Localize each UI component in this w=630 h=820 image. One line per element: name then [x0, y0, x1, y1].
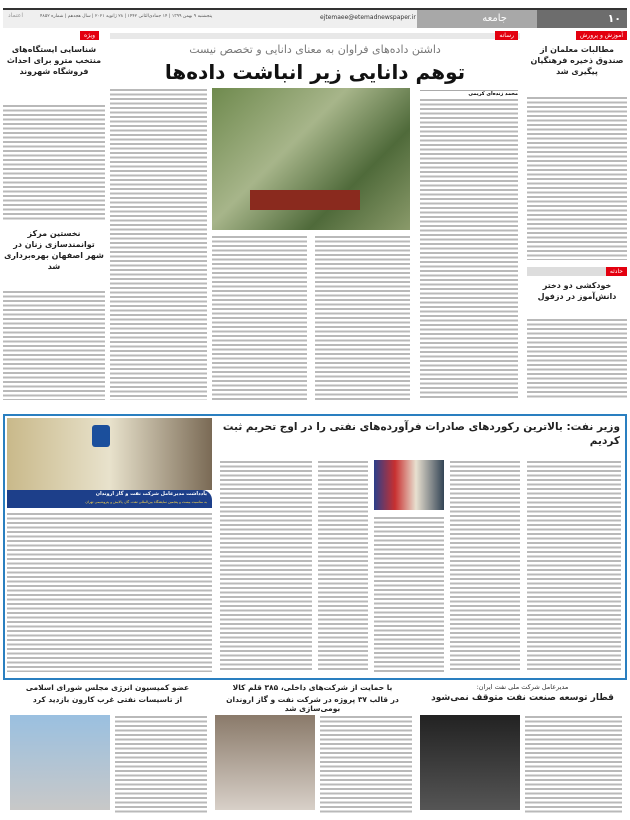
bottom-headline[interactable]: قطار توسعه صنعت نفت متوقف نمی‌شود: [425, 693, 620, 703]
section-tag: آموزش و پرورش: [576, 31, 627, 40]
bottom-kicker: با حمایت از شرکت‌های داخلی، ۳۸۵ قلم کالا: [232, 683, 393, 692]
bottom-photo: [10, 715, 110, 810]
ad-caption-sub: به مناسبت بیست و پنجمین نمایشگاه بین‌المللی نفت، گاز، پالایش و پتروشیمی تهران: [85, 500, 207, 504]
article-headline[interactable]: خودکشی دو دختر دانش‌آموز در دزفول: [527, 280, 627, 302]
email[interactable]: ejtemaee@etemadnewspaper.ir: [320, 14, 416, 21]
section-name: جامعه: [417, 10, 537, 28]
divider: [110, 33, 520, 39]
logo: اعتماد: [8, 12, 24, 19]
article-body: [110, 88, 207, 400]
bottom-body: [320, 715, 412, 815]
section-tag: ویژه: [80, 31, 99, 40]
bench: [250, 190, 360, 210]
main-headline[interactable]: توهم دانایی زیر انباشت داده‌ها: [164, 60, 466, 84]
ad-body: [220, 460, 312, 672]
author: محمد زنده‌ای کریمی: [420, 90, 518, 97]
page-number: ۱۰: [537, 10, 627, 28]
section-tag: حادثه: [606, 267, 627, 276]
bottom-body: [525, 715, 622, 815]
ad-headline[interactable]: وزیر نفت: بالاترین رکوردهای صادرات فرآورده‌های نفتی را در اوج تحریم ثبت کردیم: [220, 420, 620, 448]
bottom-kicker: عضو کمیسیون انرژی مجلس شورای اسلامی: [25, 683, 190, 692]
article-body: [527, 96, 627, 260]
article-body: [315, 235, 410, 400]
bottom-headline[interactable]: در قالب ۳۷ پروژه در شرکت نفت و گاز اروندان بومی‌سازی شد: [215, 695, 410, 713]
ad-body: [527, 460, 621, 672]
date-line: پنجشنبه ۹ بهمن ۱۳۹۹ | ۱۴ جمادی‌الثانی ۱۴۴۲ | ۲۸ ژانویه ۲۰۲۱ | سال هجدهم | شماره ۴۸۵۲: [40, 14, 213, 19]
bottom-headline[interactable]: از تاسیسات نفتی غرب کارون بازدید کرد: [10, 695, 205, 704]
bottom-photo: [420, 715, 520, 810]
article-body: [3, 290, 105, 400]
article-headline[interactable]: شناسایی ایستگاه‌های منتخب مترو برای احداث فروشگاه شهروند: [3, 44, 105, 77]
article-subtitle: داشتن داده‌های فراوان به معنای دانایی و تخصص نیست: [189, 43, 441, 56]
ad-body: [7, 512, 212, 672]
article-headline[interactable]: مطالبات معلمان از صندوق ذخیره فرهنگیان پیگیری شد: [527, 44, 627, 77]
section-tag: رسانه: [495, 31, 518, 40]
bottom-photo: [215, 715, 315, 810]
ad-caption-title: یادداشت مدیرعامل شرکت نفت و گاز اروندان: [95, 491, 207, 497]
article-body: [212, 235, 307, 400]
article-body: [3, 104, 105, 222]
ad-body: [450, 460, 520, 672]
nioc-logo-icon: [92, 425, 110, 447]
bottom-kicker: مدیرعامل شرکت ملی نفت ایران:: [476, 683, 569, 691]
ad-body: [374, 516, 444, 672]
article-body: [527, 318, 627, 400]
ad-photo: [374, 460, 444, 510]
article-headline[interactable]: نخستین مرکز توانمندسازی زنان در شهر اصفهان بهره‌برداری شد: [4, 229, 104, 271]
ad-body: [318, 460, 368, 672]
article-body: [420, 98, 518, 398]
bottom-body: [115, 715, 207, 815]
